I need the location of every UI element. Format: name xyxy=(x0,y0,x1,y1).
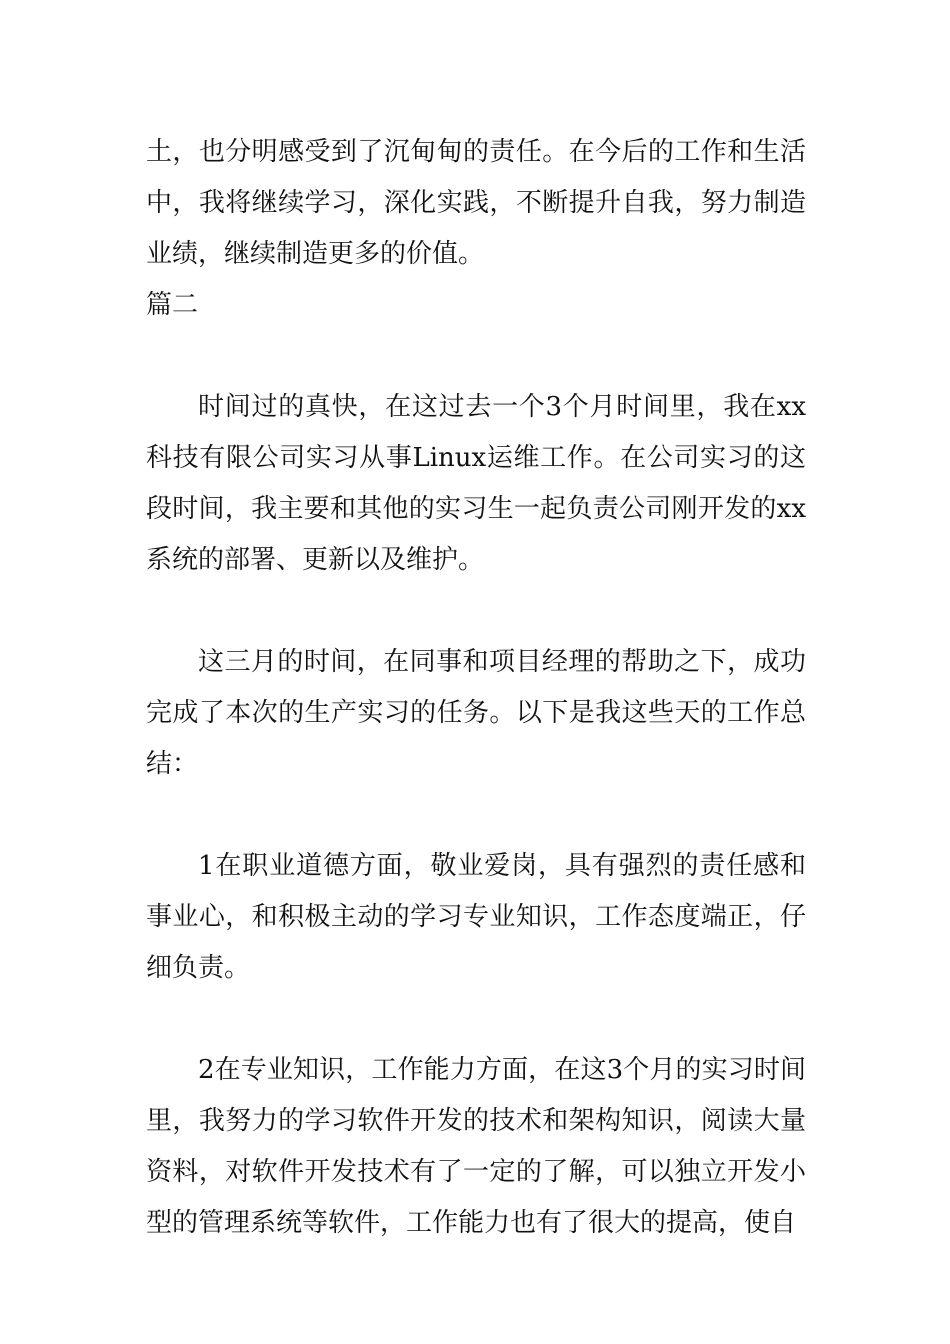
section-heading: 篇二 xyxy=(146,290,199,320)
paragraph-spacer xyxy=(146,790,806,841)
document-page xyxy=(146,127,806,1249)
body-paragraph-1: 时间过的真快，在这过去一个3个月时间里，我在xx科技有限公司实习从事Linux运维工作。在公司实习的这段时间，我主要和其他的实习生一起负责公司刚开发的xx系统的部署、更新以及维护。 xyxy=(146,392,806,575)
body-paragraph-2: 这三月的时间，在同事和项目经理的帮助之下，成功完成了本次的生产实习的任务。以下是我这些天的工作总结： xyxy=(146,647,806,779)
paragraph-spacer xyxy=(146,586,806,637)
continuation-paragraph: 土，也分明感受到了沉甸甸的责任。在今后的工作和生活中，我将继续学习，深化实践，不断提升自我，努力制造业绩，继续制造更多的价值。 xyxy=(146,137,806,269)
body-paragraph-3: 1在职业道德方面，敬业爱岗，具有强烈的责任感和事业心，和积极主动的学习专业知识，工作态度端正，仔细负责。 xyxy=(146,851,806,983)
body-paragraph-4: 2在专业知识，工作能力方面，在这3个月的实习时间里，我努力的学习软件开发的技术和架构知识，阅读大量资料，对软件开发技术有了一定的了解，可以独立开发小型的管理系统等软件，工作能力也有了很大的提高，使自 xyxy=(146,1055,806,1238)
paragraph-spacer xyxy=(146,994,806,1045)
paragraph-spacer xyxy=(146,331,806,382)
